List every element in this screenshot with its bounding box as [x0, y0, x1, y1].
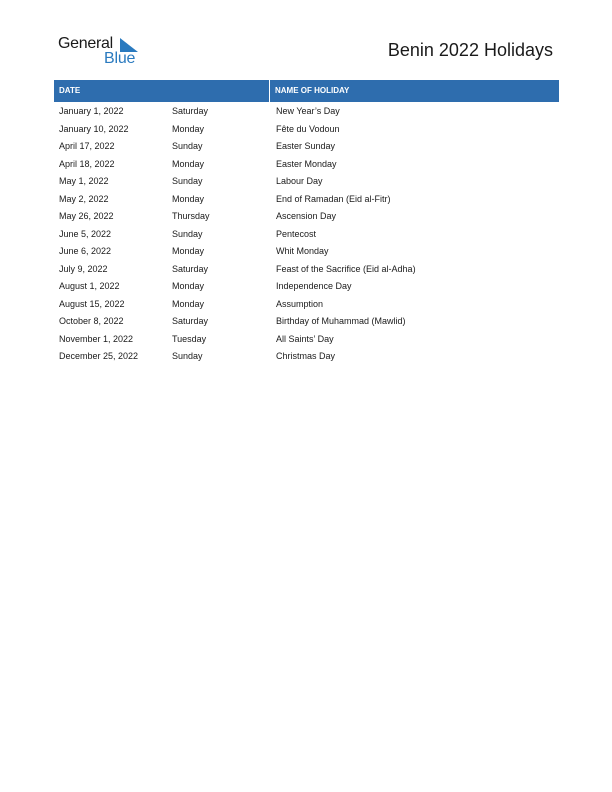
holiday-name: Assumption [276, 298, 324, 309]
holiday-name: Feast of the Sacrifice (Eid al-Adha) [276, 263, 416, 274]
holiday-date: May 26, 2022 [59, 211, 114, 221]
table-row [54, 226, 559, 244]
holiday-weekday: Saturday [172, 263, 209, 274]
table-row [54, 313, 559, 331]
holiday-weekday: Saturday [172, 106, 209, 116]
table-row [54, 121, 559, 139]
holiday-name: Birthday of Muhammad (Mawlid) [276, 316, 406, 326]
holiday-name: Easter Monday [276, 158, 337, 169]
column-header-date: DATE [59, 86, 81, 95]
holiday-name: Ascension Day [276, 211, 337, 221]
holiday-date: April 18, 2022 [59, 158, 115, 169]
page-title: Benin 2022 Holidays [387, 40, 553, 60]
holiday-weekday: Monday [172, 193, 205, 204]
holiday-weekday: Monday [172, 123, 205, 134]
holiday-weekday: Monday [172, 158, 205, 169]
holiday-weekday: Tuesday [172, 333, 207, 344]
logo-text-blue: Blue [104, 50, 136, 67]
table-row [54, 103, 559, 121]
holiday-name: Whit Monday [276, 246, 329, 256]
table-row [54, 261, 559, 279]
holiday-date: July 9, 2022 [59, 263, 108, 274]
holiday-name: Independence Day [276, 281, 352, 291]
table-row [54, 348, 559, 366]
holiday-date: August 15, 2022 [59, 298, 125, 309]
holiday-name: Pentecost [276, 228, 317, 239]
holidays-table [54, 80, 559, 366]
holiday-name: End of Ramadan (Eid al-Fitr) [276, 193, 391, 204]
table-row [54, 208, 559, 226]
holiday-date: April 17, 2022 [59, 141, 115, 151]
holiday-weekday: Monday [172, 246, 205, 256]
table-row [54, 278, 559, 296]
holiday-name: Fête du Vodoun [276, 123, 340, 134]
table-row [54, 331, 559, 349]
holiday-date: January 10, 2022 [59, 123, 129, 134]
holiday-weekday: Monday [172, 298, 205, 309]
holiday-date: June 6, 2022 [59, 246, 112, 256]
holiday-name: All Saints’ Day [276, 333, 334, 344]
holiday-date: December 25, 2022 [59, 351, 139, 361]
table-row [54, 173, 559, 191]
holiday-weekday: Sunday [172, 141, 203, 151]
holiday-date: May 2, 2022 [59, 193, 109, 204]
holiday-weekday: Sunday [172, 228, 203, 239]
logo-text-general: General [58, 35, 113, 52]
table-row [54, 243, 559, 261]
table-row [54, 156, 559, 174]
holiday-name: Christmas Day [276, 351, 336, 361]
table-header [54, 80, 559, 102]
holiday-weekday: Thursday [172, 211, 210, 221]
holiday-weekday: Monday [172, 281, 205, 291]
table-row [54, 296, 559, 314]
column-header-name: NAME OF HOLIDAY [275, 86, 350, 95]
holiday-name: Easter Sunday [276, 141, 336, 151]
holiday-weekday: Sunday [172, 176, 203, 186]
holiday-date: May 1, 2022 [59, 176, 109, 186]
table-row [54, 138, 559, 156]
table-body [54, 102, 559, 366]
holiday-name: Labour Day [276, 176, 323, 186]
generalblue-logo [58, 34, 148, 68]
holiday-date: January 1, 2022 [59, 106, 124, 116]
holiday-weekday: Saturday [172, 316, 209, 326]
holiday-name: New Year’s Day [276, 106, 340, 116]
header-divider [269, 80, 270, 102]
holiday-date: August 1, 2022 [59, 281, 120, 291]
holiday-date: June 5, 2022 [59, 228, 112, 239]
holiday-date: November 1, 2022 [59, 333, 134, 344]
table-row [54, 191, 559, 209]
holiday-weekday: Sunday [172, 351, 203, 361]
holiday-date: October 8, 2022 [59, 316, 124, 326]
